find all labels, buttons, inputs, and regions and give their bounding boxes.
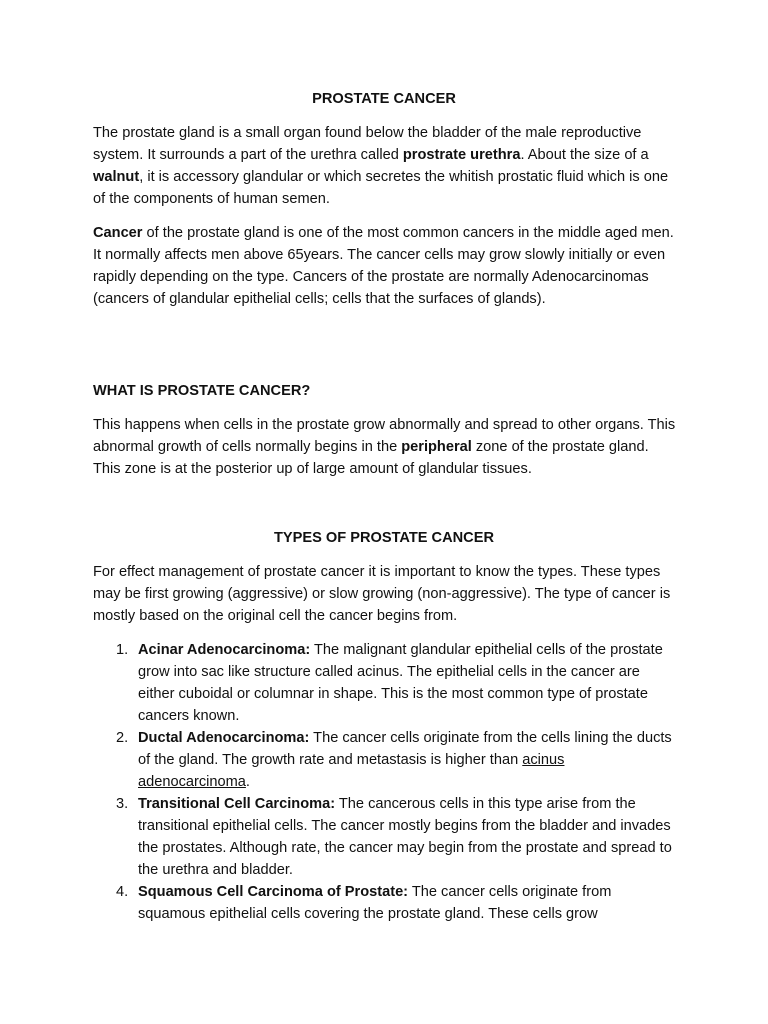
list-number: 1. (116, 642, 129, 658)
list-number: 4. (116, 884, 129, 900)
list-item-name: Ductal Adenocarcinoma: (138, 730, 310, 746)
intro-paragraph-2 (93, 222, 677, 310)
intro-1-text-a: The prostate gland is a small organ found below the bladder of the male reproductive system. It surrounds a part of the urethra called (93, 125, 642, 163)
what-is-paragraph (93, 414, 677, 480)
what-text-a: This happens when cells in the prostate grow abnormally and spread to other organs. This abnormal growth of cells normally begins in the (93, 417, 676, 455)
list-item (93, 793, 677, 881)
intro-1-bold-walnut: walnut (93, 169, 140, 185)
types-heading: TYPES OF PROSTATE CANCER (273, 530, 494, 546)
intro-1-text-b: . About the size of a (520, 147, 649, 163)
list-item-text: The malignant glandular epithelial cells of the prostate grow into sac like structure called acinus. The epithelial cells in the cancer are either cuboidal or columnar in shape. This is the most common type of prostate cancers known. (138, 642, 663, 724)
list-item-name: Transitional Cell Carcinoma: (138, 796, 336, 812)
list-item-name: Squamous Cell Carcinoma of Prostate: (138, 884, 409, 900)
types-list (93, 639, 677, 925)
list-item-text: The cancerous cells in this type arise from the transitional epithelial cells. The cancer mostly begins from the bladder and invades the prostates. Although rate, the cancer may begin from the prostate and spread to the urethra and bladder. (138, 796, 672, 878)
list-number: 3. (116, 796, 129, 812)
list-item (93, 639, 677, 727)
list-item (93, 881, 677, 925)
list-item-name: Acinar Adenocarcinoma: (138, 642, 311, 658)
list-item-tail: . (245, 774, 250, 790)
intro-1-text-c: , it is accessory glandular or which secretes the whitish prostatic fluid which is one of the components of human semen. (93, 169, 669, 207)
document-title: PROSTATE CANCER (312, 91, 456, 107)
list-number: 2. (116, 730, 129, 746)
list-item (93, 727, 677, 793)
list-item-text: The cancer cells originate from squamous epithelial cells covering the prostate gland. These cells grow (138, 884, 612, 922)
intro-2-text: of the prostate gland is one of the most common cancers in the middle aged men. It normally affects men above 65years. The cancer cells may grow slowly initially or even rapidly depending on the type. Cancers of the prostate are normally Adenocarcinomas (cancers of glandular epithelial cells; cells that the surfaces of glands). (93, 225, 674, 307)
what-text-b: zone of the prostate gland. This zone is at the posterior up of large amount of glandular tissues. (93, 439, 649, 477)
types-paragraph: For effect management of prostate cancer it is important to know the types. These types may be first growing (aggressive) or slow growing (non-aggressive). The type of cancer is mostly based on the original cell the cancer begins from. (93, 564, 671, 624)
underlined-term: acinus adenocarcinoma (138, 752, 565, 790)
what-is-heading: WHAT IS PROSTATE CANCER? (93, 383, 311, 399)
intro-paragraph-1 (93, 122, 677, 210)
intro-2-bold-cancer: Cancer (93, 225, 143, 241)
intro-1-bold-urethra: prostrate urethra (402, 147, 521, 163)
list-item-text: The cancer cells originate from the cells lining the ducts of the gland. The growth rate and metastasis is higher than (138, 730, 672, 768)
what-bold-peripheral: peripheral (401, 439, 472, 455)
